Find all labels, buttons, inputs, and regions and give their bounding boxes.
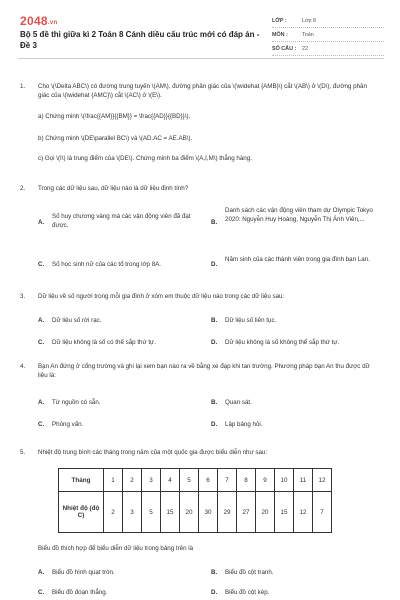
option-text: Biểu đồ cột tranh. (225, 569, 274, 576)
option-text: Lập bảng hỏi. (225, 421, 263, 428)
question-text: Biểu đồ thích hợp để biểu diễn dữ liệu trong bảng trên là (38, 545, 194, 552)
document-header (18, 0, 384, 59)
table-cell: 27 (237, 492, 256, 533)
option-text: Quan sát. (225, 399, 252, 406)
question-part-b: b) Chứng minh \(DE\parallel BC\) và \(AD.AC = AE.AB\). (38, 135, 193, 142)
question-number: 4. (20, 363, 26, 370)
table-cell: 15 (161, 492, 180, 533)
option-text: Số huy chương vàng mà các vận động viên đã đạt được. (52, 213, 191, 229)
table-row (59, 469, 332, 492)
table-cell: 6 (199, 469, 218, 492)
question-number: 2. (20, 185, 26, 192)
table-cell: 12 (313, 469, 332, 492)
question-text: Dữ liệu về số người trong mỗi gia đình ở xóm em thuộc dữ liệu nào trong các dữ liệu sau: (38, 293, 285, 300)
option-text: Phỏng vấn. (52, 421, 84, 428)
table-cell: 9 (256, 469, 275, 492)
option-letter: B. (211, 219, 218, 226)
table-cell: 11 (294, 469, 313, 492)
option-letter: A. (38, 399, 45, 406)
question-text: Trong các dữ liệu sau, dữ liệu nào là dữ liệu định tính? (38, 185, 189, 192)
table-cell: 20 (256, 492, 275, 533)
option-letter: D. (211, 339, 218, 346)
option-text: Số học sinh nữ của các tổ trong lớp 8A. (52, 261, 161, 268)
option-letter: D. (211, 261, 218, 268)
table-cell: 5 (142, 492, 161, 533)
temperature-table (58, 468, 332, 533)
option-letter: D. (211, 589, 218, 596)
table-cell: 4 (161, 469, 180, 492)
option-letter: A. (38, 219, 45, 226)
table-cell: 3 (123, 492, 142, 533)
question-part-c: c) Gọi \(I\) là trung điểm của \(DE\). Chứng minh ba điểm \(A,I,M\) thẳng hàng. (38, 155, 252, 162)
option-letter: A. (38, 569, 45, 576)
table-header-cell: Tháng (59, 469, 104, 492)
table-cell: 5 (180, 469, 199, 492)
table-cell: 10 (275, 469, 294, 492)
option-letter: B. (211, 399, 218, 406)
option-letter: C. (38, 261, 45, 268)
table-cell: 8 (237, 469, 256, 492)
question-text: Cho \(\Delta ABC\) có đường trung tuyến \(AM\), đường phân giác của \(\widehat {AMB}\) cắt \(AB\) ở \(D\), đường phân giác của \(\widehat {AMC}\) cắt \(AC\) ở \(E\). (38, 83, 367, 99)
option-text: Biểu đồ đoạn thẳng. (52, 589, 108, 596)
option-text: Dữ liệu không là số có thể sắp thứ tự. (52, 339, 156, 346)
question-3 (18, 292, 384, 352)
option-text: Danh sách các vận động viên tham dự Olympic Tokyo 2020: Nguyễn Huy Hoàng, Nguyễn Thị Ánh Viên,... (225, 207, 373, 223)
option-letter: B. (211, 317, 218, 324)
option-text: Dữ liệu số rời rạc. (52, 317, 102, 324)
document-page (18, 0, 384, 600)
option-letter: A. (38, 317, 45, 324)
meta-class: LỚP : Lớp 8 (272, 14, 384, 28)
table-cell: 7 (313, 492, 332, 533)
site-logo[interactable] (20, 14, 57, 28)
table-cell: 2 (123, 469, 142, 492)
question-number: 5. (20, 449, 26, 456)
table-cell: 2 (104, 492, 123, 533)
table-row (59, 492, 332, 533)
option-text: Biểu đồ hình quạt tròn. (52, 569, 115, 576)
document-title: Bộ 5 đề thi giữa kì 2 Toán 8 Cánh diều cấu trúc mới có đáp án - Đề 3 (20, 30, 260, 50)
option-text: Dữ liệu không là số không thể sắp thứ tự. (225, 339, 340, 346)
table-cell: 20 (180, 492, 199, 533)
option-letter: C. (38, 589, 45, 596)
meta-panel (272, 14, 384, 56)
question-5 (18, 448, 384, 462)
question-5-continued (18, 544, 384, 600)
table-cell: 29 (218, 492, 237, 533)
table-cell: 3 (142, 469, 161, 492)
question-4 (18, 362, 384, 432)
option-letter: C. (38, 421, 45, 428)
table-cell: 12 (294, 492, 313, 533)
table-cell: 7 (218, 469, 237, 492)
question-part-a: a) Chứng minh \(\frac{{AM}}{{BM}} = \frac{{AD}}{{BD}}\). (38, 113, 191, 120)
logo-brand: 2048 (20, 14, 48, 28)
table-cell: 30 (199, 492, 218, 533)
option-letter: B. (211, 569, 218, 576)
meta-subject: MÔN : Toán (272, 28, 384, 42)
question-1 (18, 82, 384, 172)
question-number: 1. (20, 83, 26, 90)
option-text: Năm sinh của các thành viên trong gia đình bạn Lan. (225, 256, 370, 263)
table-cell: 15 (275, 492, 294, 533)
logo-suffix: .vn (47, 20, 58, 26)
table-header-cell: Nhiệt độ (độ C) (59, 492, 104, 533)
option-letter: D. (211, 421, 218, 428)
option-text: Biểu đồ cột kép. (225, 589, 270, 596)
question-2 (18, 184, 384, 284)
question-text: Bạn An đứng ở cổng trường và ghi lại xem bạn nào ra về bằng xe đạp khi tan trường. Phương pháp bạn An thu được dữ liệu là: (38, 363, 370, 379)
table-cell: 1 (104, 469, 123, 492)
option-text: Dữ liệu số liên tục. (225, 317, 277, 324)
question-number: 3. (20, 293, 26, 300)
question-text: Nhiệt độ trung bình các tháng trong năm của một quốc gia được biểu diễn như sau: (38, 449, 268, 456)
meta-count: SỐ CÂU : 22 (272, 42, 384, 56)
option-text: Từ nguồn có sẵn. (52, 399, 101, 406)
option-letter: C. (38, 339, 45, 346)
